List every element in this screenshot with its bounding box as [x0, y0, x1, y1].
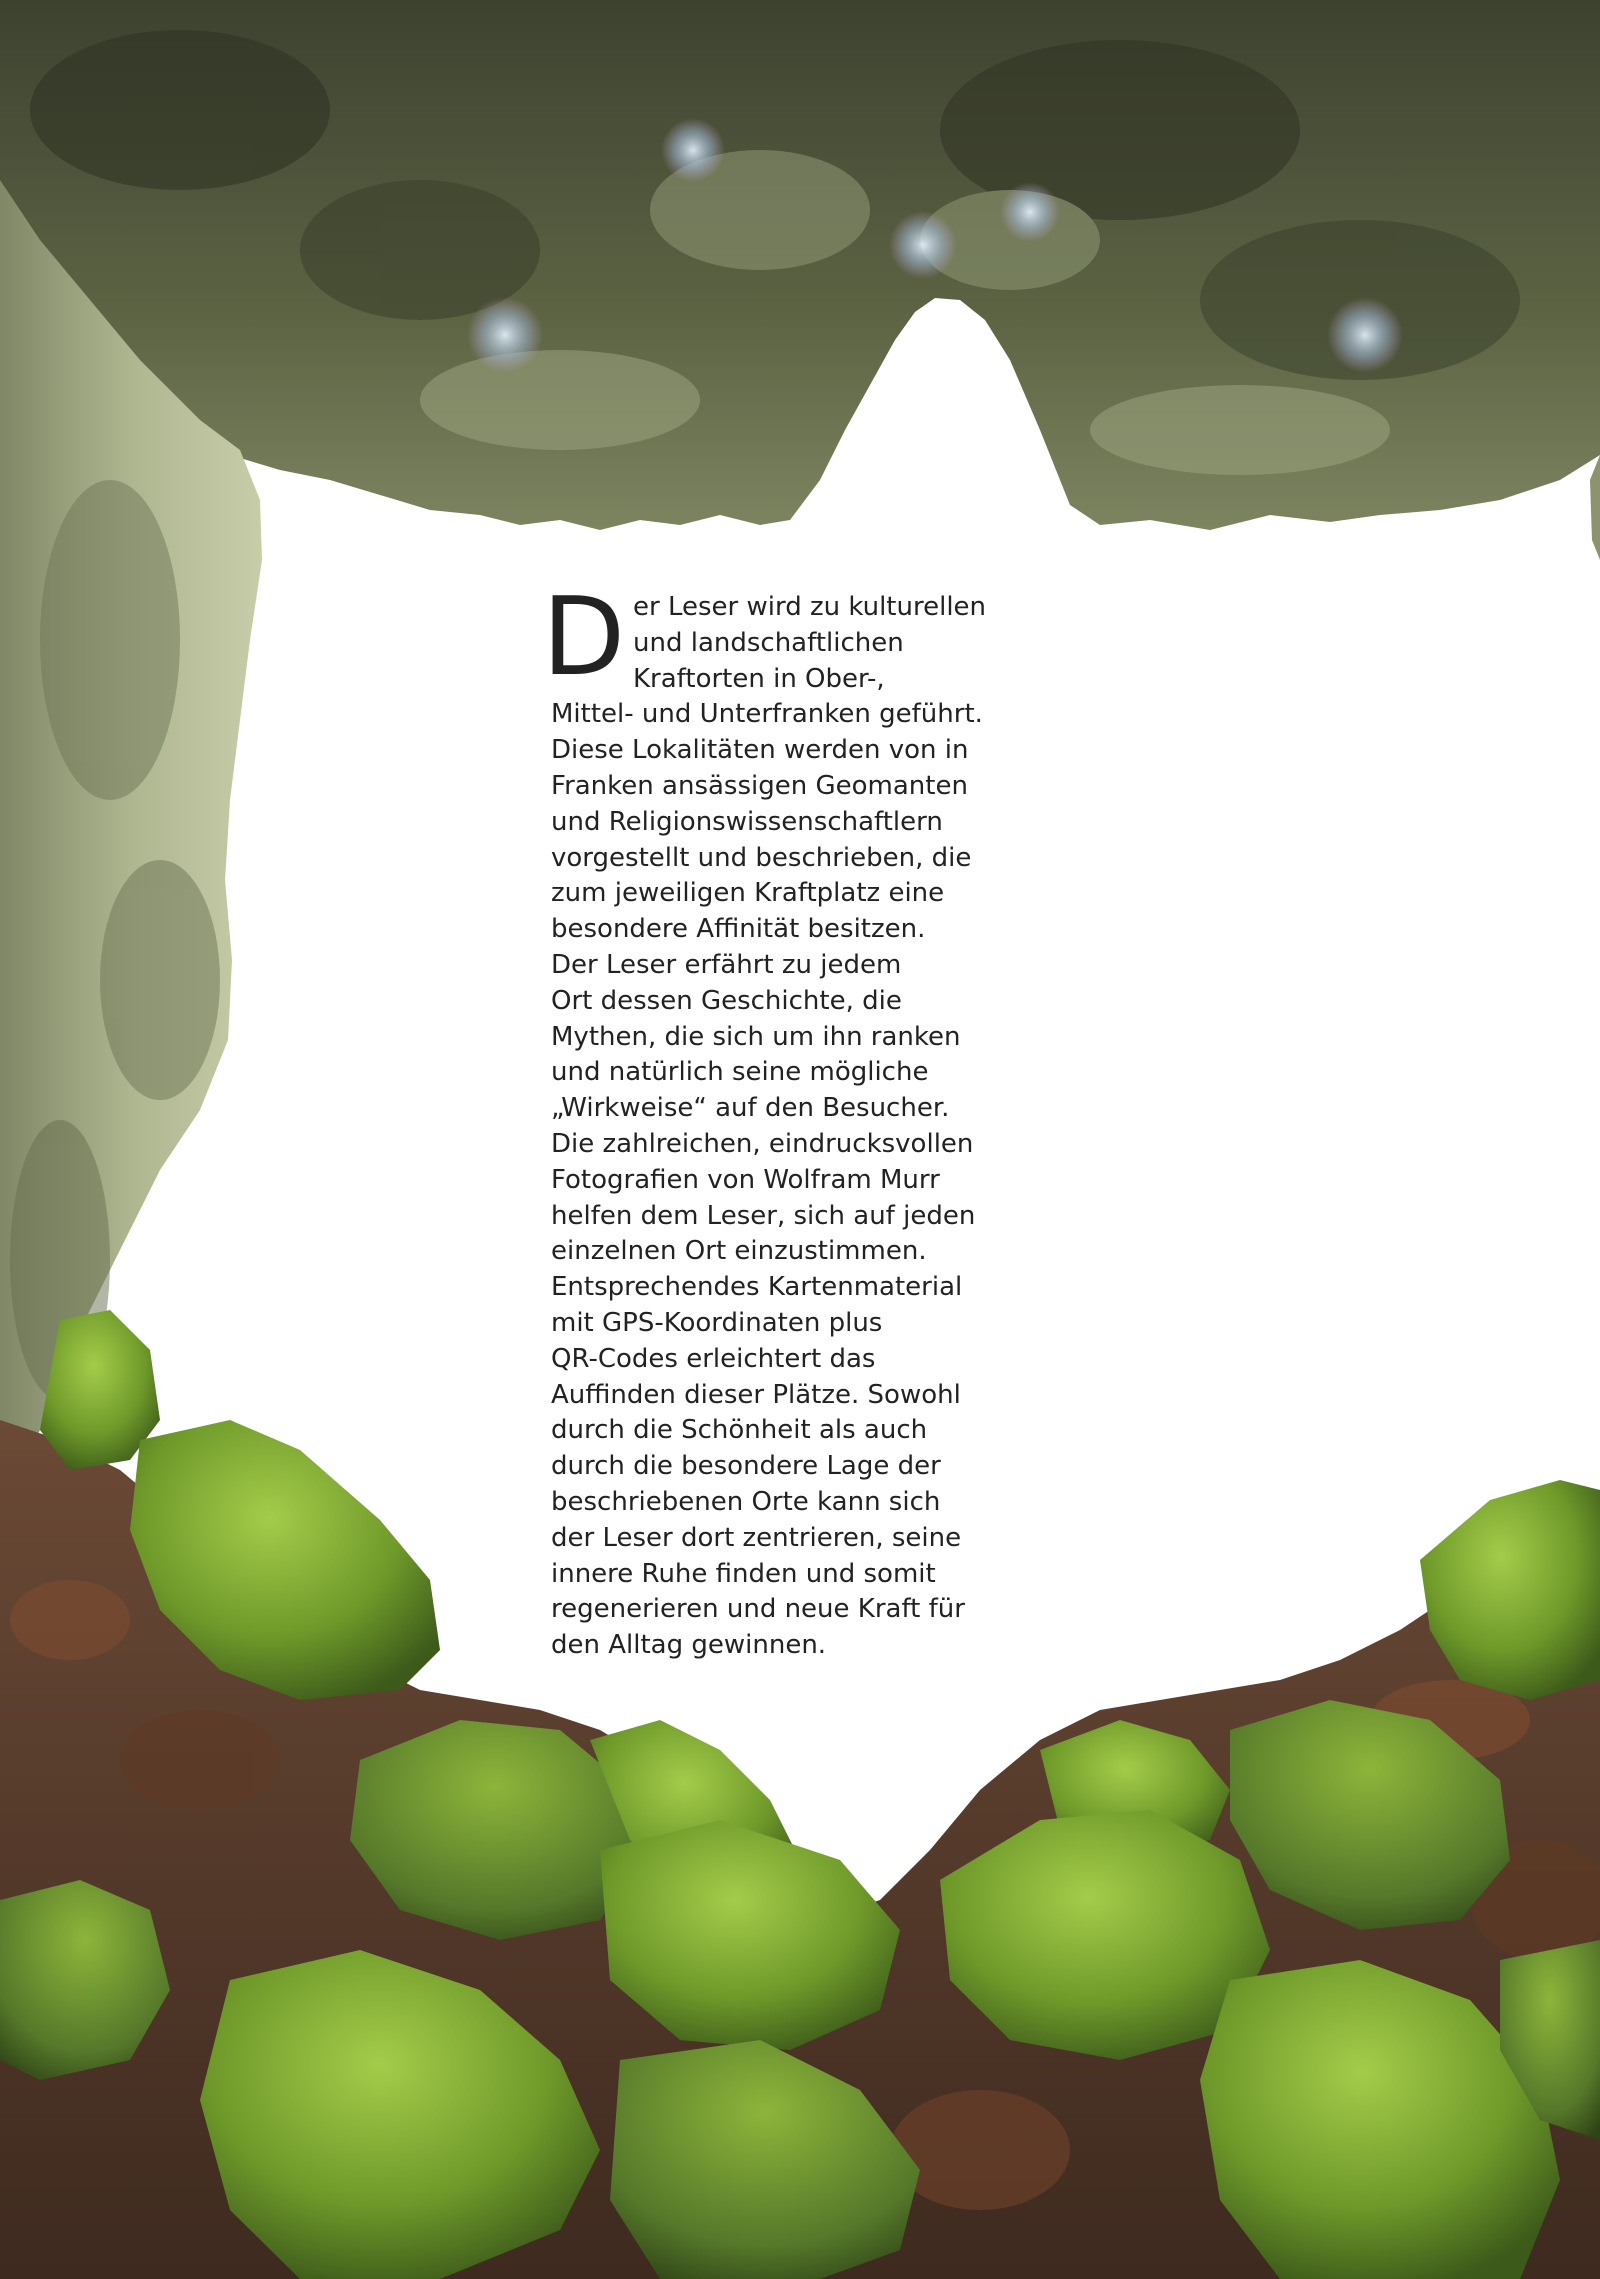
text-line: „Wirkweise“ auf den Besucher.	[551, 1093, 950, 1124]
text-line: Auffinden dieser Plätze. Sowohl	[551, 1379, 961, 1410]
text-line: er Leser wird zu kulturellen	[633, 592, 987, 622]
text-line: innere Ruhe finden und somit	[551, 1558, 936, 1589]
text-line: Die zahlreichen, eindrucksvollen	[551, 1128, 974, 1159]
text-line: durch die Schönheit als auch	[551, 1415, 928, 1446]
text-line: QR-Codes erleichtert das	[551, 1343, 876, 1374]
text-line: zum jeweiligen Kraftplatz eine	[551, 878, 945, 909]
text-line: Ort dessen Geschichte, die	[551, 985, 902, 1016]
text-line: und landschaftlichen	[633, 627, 904, 658]
text-line: Entsprechendes Kartenmaterial	[551, 1272, 963, 1303]
text-line: Diese Lokalitäten werden von in	[551, 735, 969, 766]
text-line: Franken ansässigen Geomanten	[551, 770, 968, 801]
text-line: der Leser dort zentrieren, seine	[551, 1522, 962, 1553]
lens-flare	[467, 297, 543, 373]
lens-flare	[889, 211, 957, 279]
text-line: mit GPS-Koordinaten plus	[551, 1307, 883, 1338]
lens-flare	[661, 118, 725, 182]
text-line: Der Leser erfährt zu jedem	[551, 949, 902, 980]
cave-right-edge-rock	[1590, 455, 1600, 560]
lens-flare	[1000, 182, 1060, 242]
text-line: Kraftorten in Ober-,	[633, 663, 885, 694]
article-text	[542, 575, 1021, 1664]
text-line: beschriebenen Orte kann sich	[551, 1486, 941, 1517]
text-line: vorgestellt und beschrieben, die	[551, 842, 972, 873]
drop-cap: D	[542, 575, 626, 700]
text-line: besondere Affinität besitzen.	[551, 914, 926, 945]
text-line: Mittel- und Unterfranken geführt.	[551, 699, 983, 730]
text-line: und Religionswissenschaftlern	[551, 806, 943, 837]
text-line: Fotografien von Wolfram Murr	[551, 1164, 940, 1195]
text-line: helfen dem Leser, sich auf jeden	[551, 1200, 976, 1231]
lens-flare	[1327, 297, 1403, 373]
text-line: einzelnen Ort einzustimmen.	[551, 1236, 927, 1267]
text-line: durch die besondere Lage der	[551, 1451, 941, 1482]
text-line: den Alltag gewinnen.	[551, 1630, 827, 1661]
text-line: regenerieren und neue Kraft für	[551, 1594, 965, 1625]
text-line: Mythen, die sich um ihn ranken	[551, 1021, 961, 1052]
text-line: und natürlich seine mögliche	[551, 1057, 929, 1088]
